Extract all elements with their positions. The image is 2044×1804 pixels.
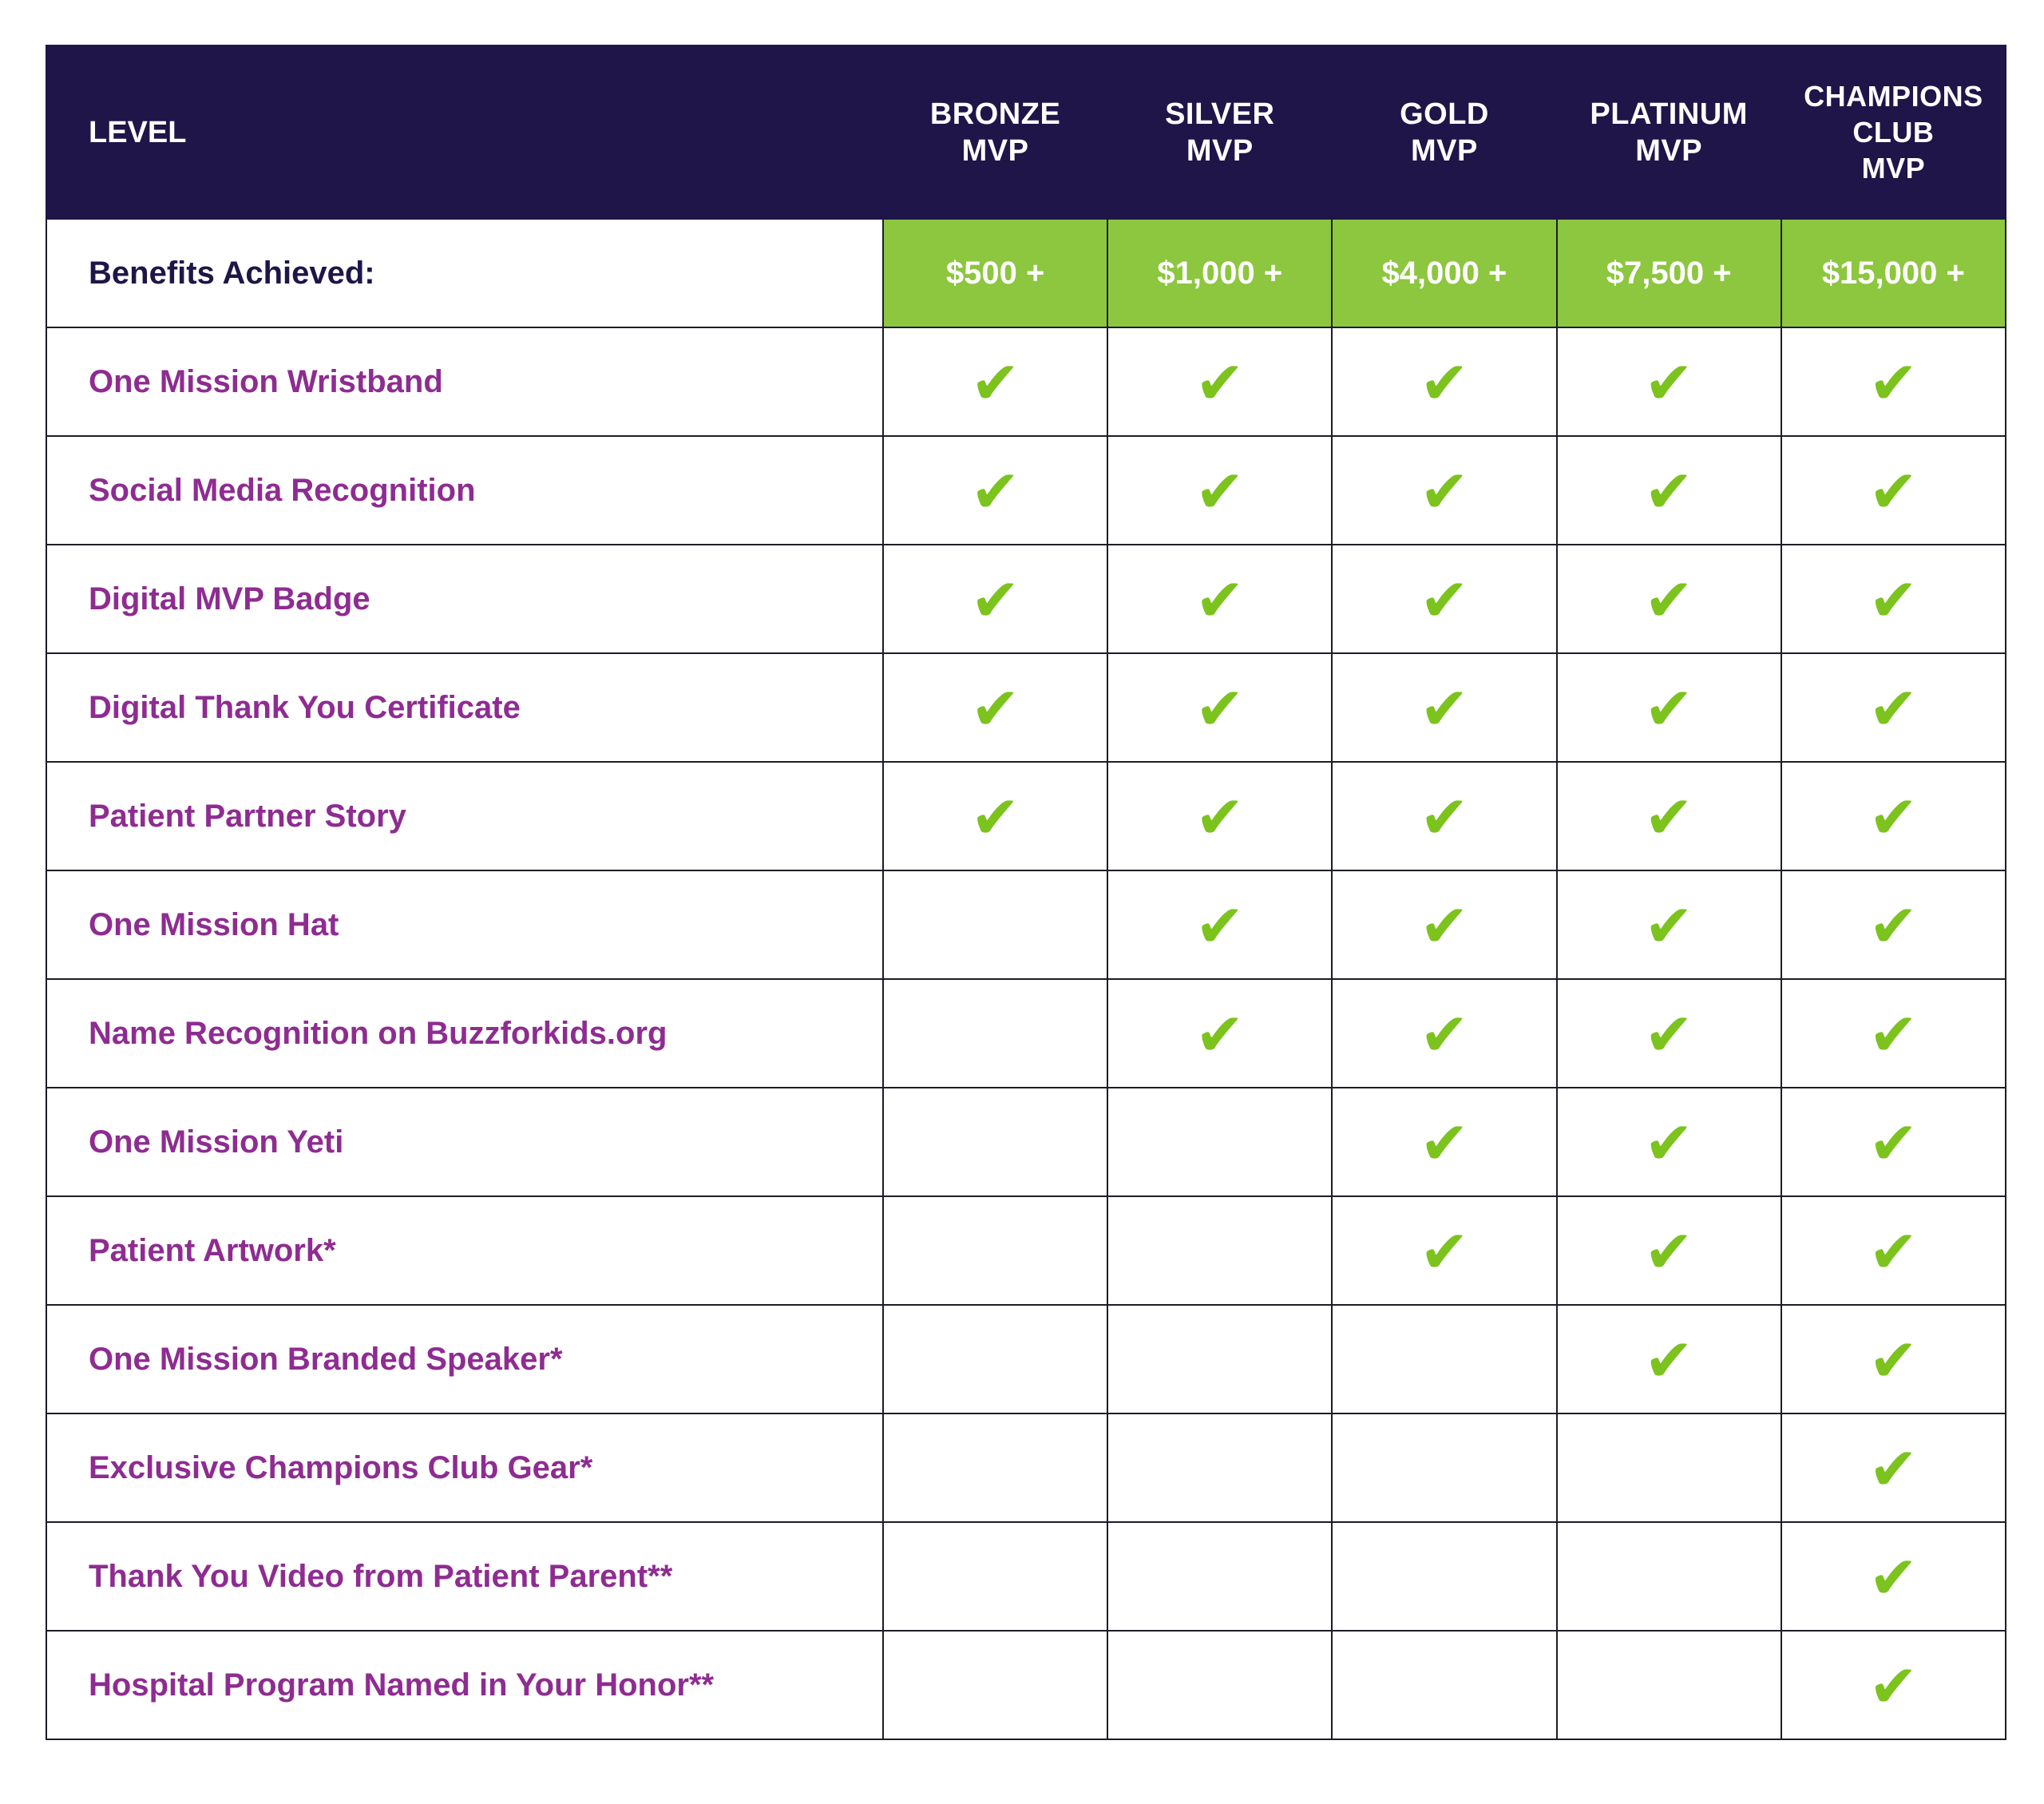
benefit-cell-platinum xyxy=(1557,653,1781,762)
benefit-row xyxy=(46,1631,2006,1739)
benefit-cell-bronze xyxy=(883,1305,1107,1413)
benefit-name: Exclusive Champions Club Gear* xyxy=(46,1413,883,1522)
benefit-name: Social Media Recognition xyxy=(46,436,883,545)
benefit-cell-platinum xyxy=(1557,1305,1781,1413)
benefit-cell-champions-club xyxy=(1781,436,2006,545)
level-name: SILVER MVP xyxy=(1165,97,1275,168)
checkmark-icon: ✔ xyxy=(1194,892,1245,961)
benefit-cell-champions-club xyxy=(1781,1413,2006,1522)
benefits-achieved-label: Benefits Achieved: xyxy=(46,219,883,327)
level-header-champions-club xyxy=(1781,46,2006,219)
benefit-cell-champions-club xyxy=(1781,870,2006,979)
level-label: LEVEL xyxy=(89,115,187,149)
checkmark-icon: ✔ xyxy=(1419,675,1469,743)
benefit-name: Digital MVP Badge xyxy=(46,545,883,653)
benefit-cell-gold xyxy=(1332,1522,1556,1631)
checkmark-icon: ✔ xyxy=(1644,566,1694,635)
benefit-cell-bronze xyxy=(883,545,1107,653)
checkmark-icon: ✔ xyxy=(1644,1218,1694,1287)
benefit-row xyxy=(46,545,2006,653)
benefit-cell-champions-club xyxy=(1781,979,2006,1088)
benefit-cell-gold xyxy=(1332,1413,1556,1522)
benefit-cell-platinum xyxy=(1557,1631,1781,1739)
benefit-cell-platinum xyxy=(1557,1088,1781,1196)
checkmark-icon: ✔ xyxy=(1868,458,1919,526)
benefit-cell-silver xyxy=(1107,1413,1332,1522)
benefit-cell-silver xyxy=(1107,327,1332,436)
checkmark-icon: ✔ xyxy=(1868,1218,1919,1287)
benefit-name: Digital Thank You Certificate xyxy=(46,653,883,762)
benefit-name: Hospital Program Named in Your Honor** xyxy=(46,1631,883,1739)
benefit-cell-gold xyxy=(1332,1196,1556,1305)
benefit-cell-champions-club xyxy=(1781,327,2006,436)
checkmark-icon: ✔ xyxy=(1194,566,1245,635)
benefit-cell-champions-club xyxy=(1781,762,2006,870)
checkmark-icon: ✔ xyxy=(1868,566,1919,635)
checkmark-icon: ✔ xyxy=(1644,349,1694,418)
benefit-cell-bronze xyxy=(883,1522,1107,1631)
checkmark-icon: ✔ xyxy=(1868,1001,1919,1069)
benefit-cell-bronze xyxy=(883,1631,1107,1739)
benefit-row xyxy=(46,1305,2006,1413)
benefit-cell-platinum xyxy=(1557,545,1781,653)
checkmark-icon: ✔ xyxy=(1868,1326,1919,1395)
checkmark-icon: ✔ xyxy=(1868,783,1919,852)
checkmark-icon: ✔ xyxy=(1868,1652,1919,1721)
checkmark-icon: ✔ xyxy=(1194,675,1245,743)
benefit-cell-platinum xyxy=(1557,327,1781,436)
checkmark-icon: ✔ xyxy=(1868,892,1919,961)
level-name: GOLD MVP xyxy=(1400,97,1489,168)
benefit-name: One Mission Branded Speaker* xyxy=(46,1305,883,1413)
benefit-cell-gold xyxy=(1332,762,1556,870)
checkmark-icon: ✔ xyxy=(1194,783,1245,852)
benefit-cell-silver xyxy=(1107,545,1332,653)
benefit-cell-platinum xyxy=(1557,979,1781,1088)
level-header-bronze xyxy=(883,46,1107,219)
benefit-cell-platinum xyxy=(1557,1196,1781,1305)
benefit-name: Name Recognition on Buzzforkids.org xyxy=(46,979,883,1088)
benefit-cell-silver xyxy=(1107,653,1332,762)
checkmark-icon: ✔ xyxy=(1868,675,1919,743)
benefit-cell-champions-club xyxy=(1781,545,2006,653)
checkmark-icon: ✔ xyxy=(1868,1109,1919,1178)
checkmark-icon: ✔ xyxy=(1644,1326,1694,1395)
benefit-cell-silver xyxy=(1107,979,1332,1088)
benefit-cell-gold xyxy=(1332,436,1556,545)
checkmark-icon: ✔ xyxy=(1644,675,1694,743)
benefit-cell-gold xyxy=(1332,1088,1556,1196)
benefit-cell-gold xyxy=(1332,979,1556,1088)
checkmark-icon: ✔ xyxy=(1419,892,1469,961)
level-header-platinum xyxy=(1557,46,1781,219)
checkmark-icon: ✔ xyxy=(1419,1218,1469,1287)
checkmark-icon: ✔ xyxy=(1194,349,1245,418)
checkmark-icon: ✔ xyxy=(970,783,1020,852)
benefit-cell-bronze xyxy=(883,979,1107,1088)
benefit-cell-gold xyxy=(1332,653,1556,762)
checkmark-icon: ✔ xyxy=(1868,1435,1919,1504)
amount-platinum: $7,500 + xyxy=(1557,219,1781,327)
benefit-name: One Mission Wristband xyxy=(46,327,883,436)
benefit-name: One Mission Hat xyxy=(46,870,883,979)
benefit-row xyxy=(46,870,2006,979)
benefit-row xyxy=(46,436,2006,545)
checkmark-icon: ✔ xyxy=(1644,1001,1694,1069)
checkmark-icon: ✔ xyxy=(970,458,1020,526)
benefit-cell-champions-club xyxy=(1781,1522,2006,1631)
benefit-cell-silver xyxy=(1107,436,1332,545)
benefit-cell-champions-club xyxy=(1781,1088,2006,1196)
benefit-cell-bronze xyxy=(883,327,1107,436)
benefit-row xyxy=(46,979,2006,1088)
checkmark-icon: ✔ xyxy=(1868,1544,1919,1612)
checkmark-icon: ✔ xyxy=(970,349,1020,418)
level-header-silver xyxy=(1107,46,1332,219)
benefit-name: Thank You Video from Patient Parent** xyxy=(46,1522,883,1631)
benefit-cell-gold xyxy=(1332,870,1556,979)
benefit-cell-bronze xyxy=(883,1088,1107,1196)
benefit-cell-platinum xyxy=(1557,762,1781,870)
benefit-cell-silver xyxy=(1107,762,1332,870)
benefit-cell-bronze xyxy=(883,436,1107,545)
checkmark-icon: ✔ xyxy=(1419,783,1469,852)
level-header-gold xyxy=(1332,46,1556,219)
amount-bronze: $500 + xyxy=(883,219,1107,327)
amount-gold: $4,000 + xyxy=(1332,219,1556,327)
checkmark-icon: ✔ xyxy=(1644,1109,1694,1178)
benefit-cell-bronze xyxy=(883,762,1107,870)
checkmark-icon: ✔ xyxy=(1644,783,1694,852)
amount-silver: $1,000 + xyxy=(1107,219,1332,327)
benefit-cell-silver xyxy=(1107,870,1332,979)
checkmark-icon: ✔ xyxy=(1419,349,1469,418)
level-header-row xyxy=(46,46,2006,219)
mvp-benefits-table-container xyxy=(46,45,2005,1740)
benefit-cell-bronze xyxy=(883,1413,1107,1522)
checkmark-icon: ✔ xyxy=(1419,458,1469,526)
benefit-cell-gold xyxy=(1332,1631,1556,1739)
benefit-row xyxy=(46,1522,2006,1631)
checkmark-icon: ✔ xyxy=(1194,458,1245,526)
benefit-name: Patient Artwork* xyxy=(46,1196,883,1305)
benefit-cell-gold xyxy=(1332,545,1556,653)
benefit-cell-bronze xyxy=(883,653,1107,762)
benefit-name: Patient Partner Story xyxy=(46,762,883,870)
amounts-row xyxy=(46,219,2006,327)
checkmark-icon: ✔ xyxy=(1419,566,1469,635)
benefit-cell-silver xyxy=(1107,1522,1332,1631)
benefit-cell-silver xyxy=(1107,1631,1332,1739)
level-column-header xyxy=(46,46,883,219)
benefit-cell-silver xyxy=(1107,1088,1332,1196)
benefit-row xyxy=(46,1196,2006,1305)
mvp-benefits-table xyxy=(46,45,2006,1740)
checkmark-icon: ✔ xyxy=(1644,892,1694,961)
checkmark-icon: ✔ xyxy=(1419,1001,1469,1069)
benefit-cell-champions-club xyxy=(1781,653,2006,762)
benefit-cell-champions-club xyxy=(1781,1196,2006,1305)
checkmark-icon: ✔ xyxy=(1868,349,1919,418)
benefit-cell-platinum xyxy=(1557,870,1781,979)
benefit-cell-silver xyxy=(1107,1196,1332,1305)
benefit-row xyxy=(46,1088,2006,1196)
benefit-row xyxy=(46,653,2006,762)
benefit-cell-silver xyxy=(1107,1305,1332,1413)
checkmark-icon: ✔ xyxy=(970,675,1020,743)
level-name: BRONZE MVP xyxy=(929,97,1061,168)
benefit-cell-platinum xyxy=(1557,1413,1781,1522)
amount-champions-club: $15,000 + xyxy=(1781,219,2006,327)
level-name: PLATINUM MVP xyxy=(1590,97,1748,168)
benefit-cell-champions-club xyxy=(1781,1631,2006,1739)
checkmark-icon: ✔ xyxy=(1644,458,1694,526)
benefit-cell-bronze xyxy=(883,870,1107,979)
checkmark-icon: ✔ xyxy=(1194,1001,1245,1069)
benefit-name: One Mission Yeti xyxy=(46,1088,883,1196)
level-name: CHAMPIONS CLUB MVP xyxy=(1804,79,1983,184)
checkmark-icon: ✔ xyxy=(970,566,1020,635)
benefit-cell-gold xyxy=(1332,327,1556,436)
benefit-row xyxy=(46,327,2006,436)
benefit-cell-bronze xyxy=(883,1196,1107,1305)
benefit-cell-gold xyxy=(1332,1305,1556,1413)
benefit-row xyxy=(46,762,2006,870)
benefit-cell-platinum xyxy=(1557,436,1781,545)
checkmark-icon: ✔ xyxy=(1419,1109,1469,1178)
benefit-cell-champions-club xyxy=(1781,1305,2006,1413)
benefit-cell-platinum xyxy=(1557,1522,1781,1631)
benefit-row xyxy=(46,1413,2006,1522)
